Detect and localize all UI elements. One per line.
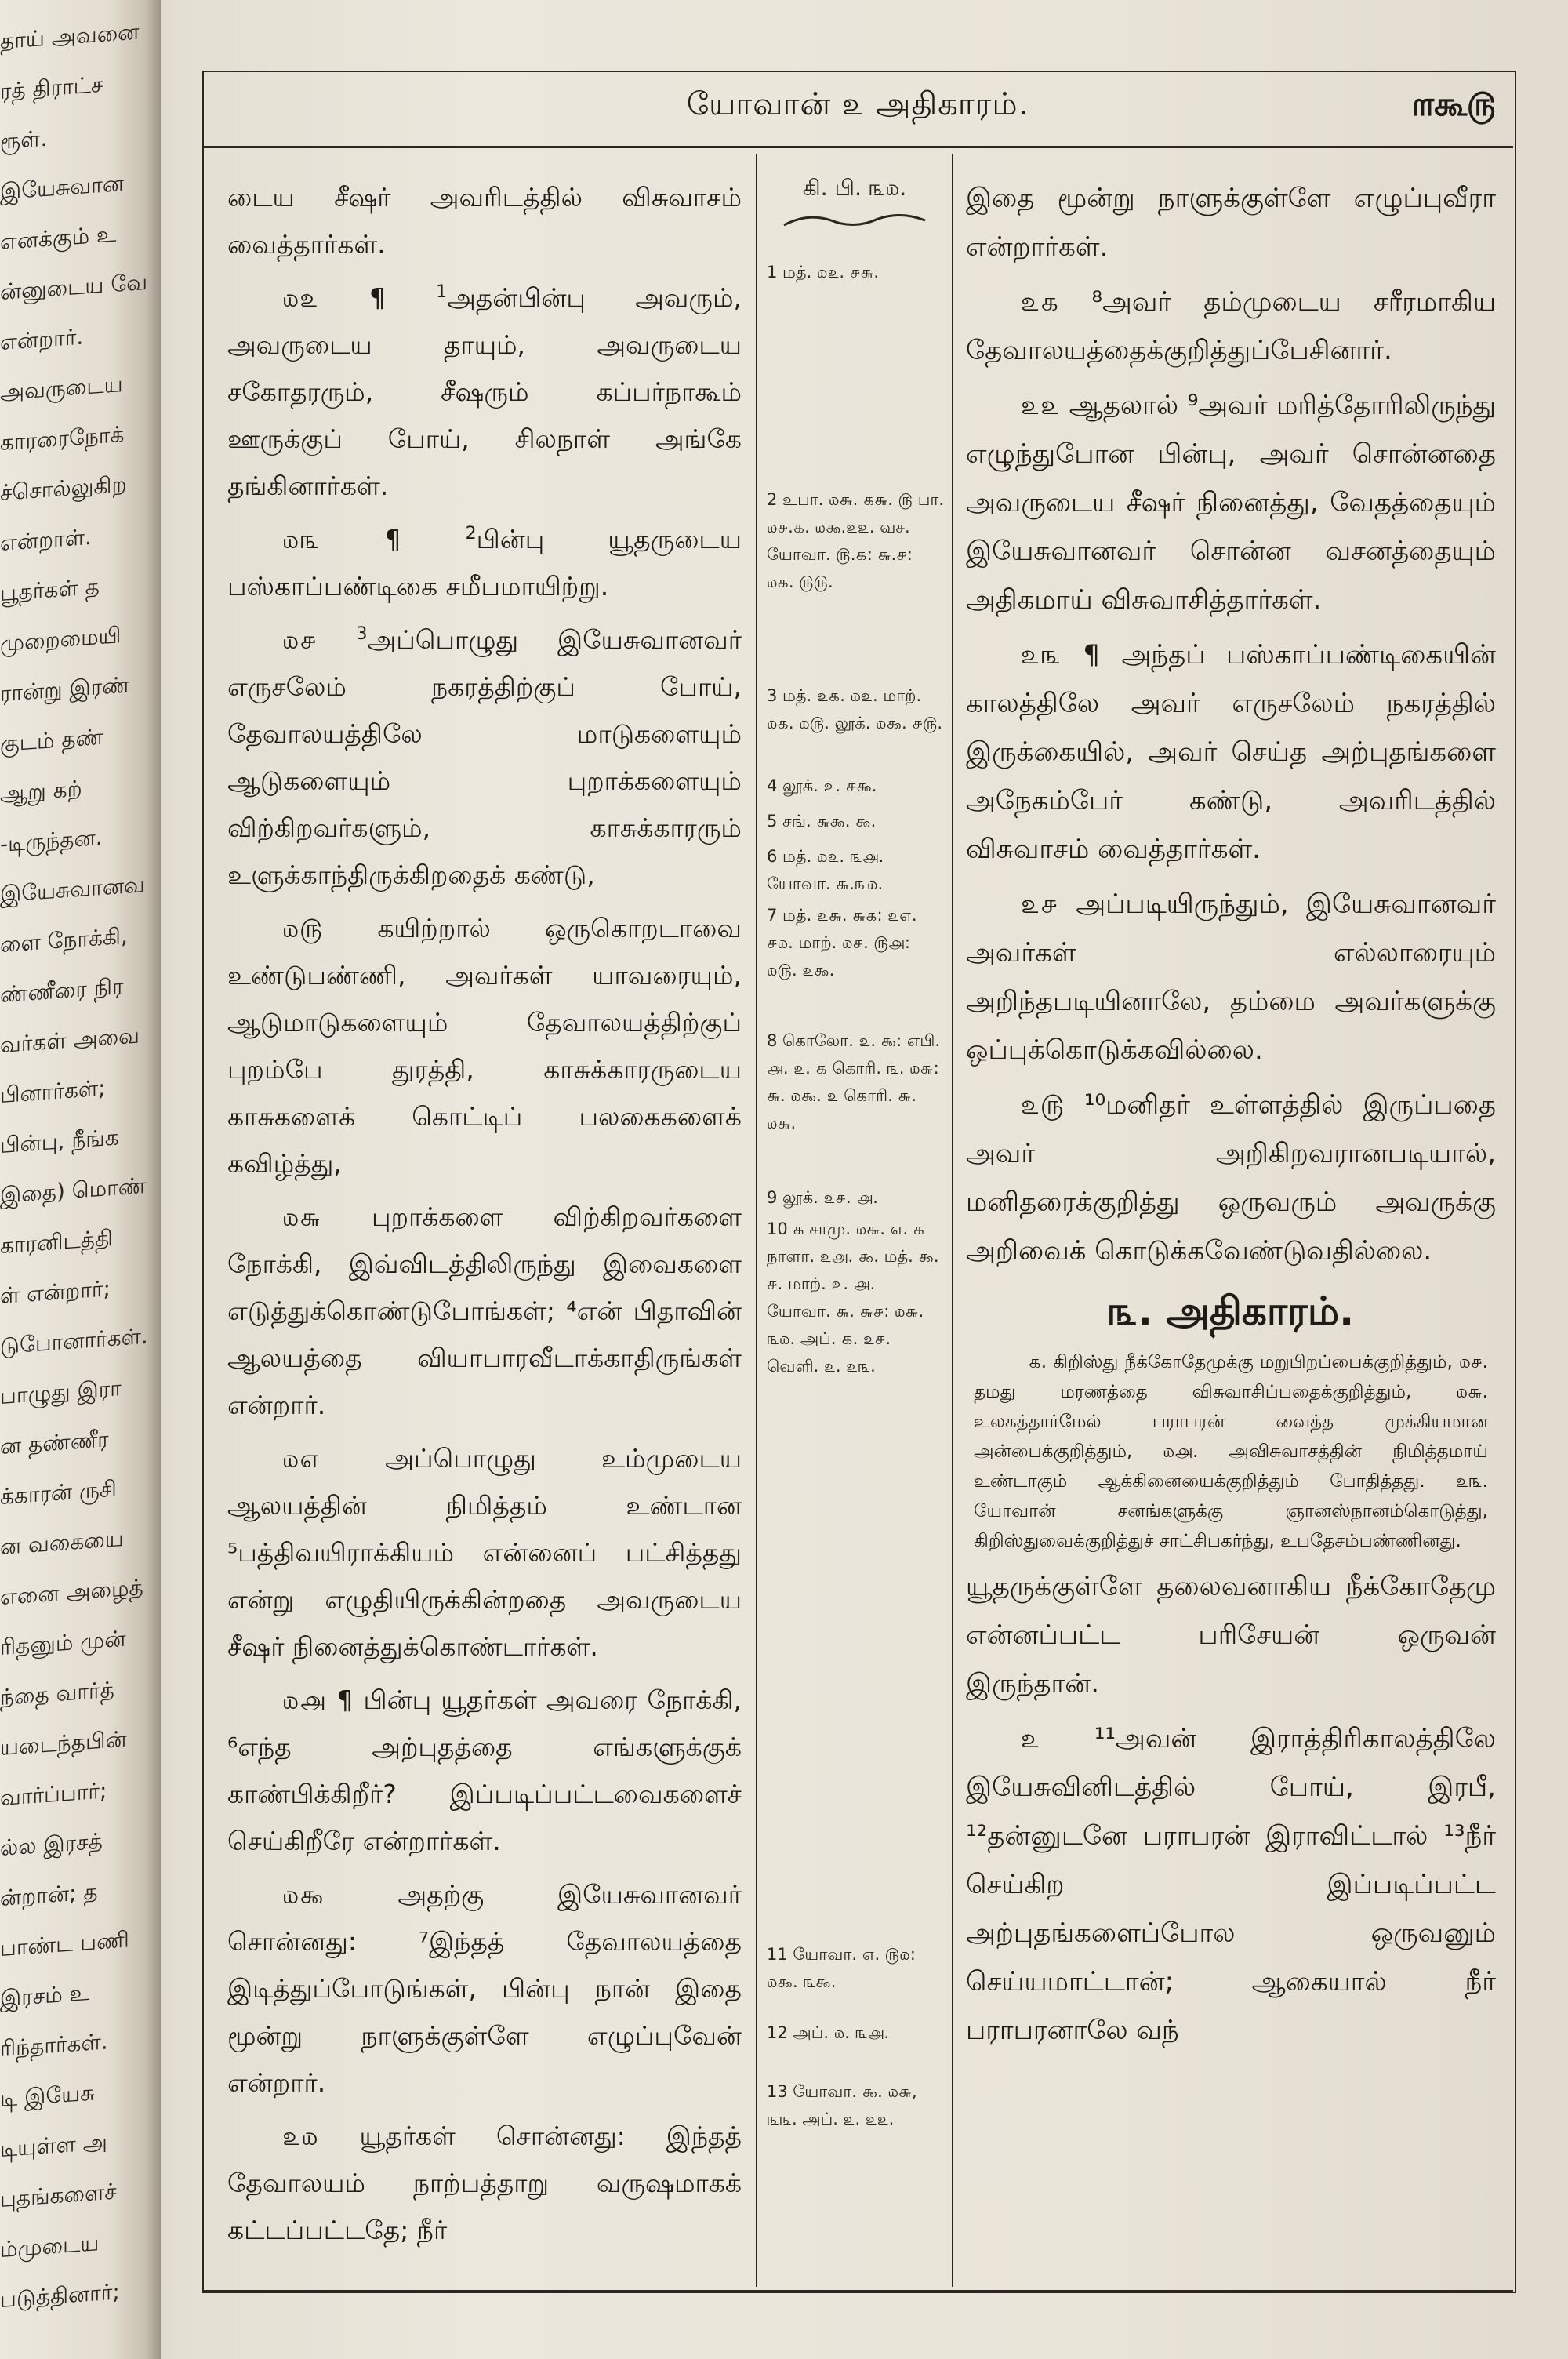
verse-text: ¹⁰மனிதர் உள்ளத்தில் இருப்பதை அவர் அறிகிறவரானபடியால், மனிதரைக்குறித்து ஒருவரும் அவருக்கு அறிவைக் கொடுக்கவேண்டுவதில்லை. — [966, 1089, 1496, 1267]
verse-number: ௰௭ — [282, 1443, 321, 1474]
facing-page-line: ன தண்ணீர — [0, 1426, 109, 1459]
verse — [227, 516, 742, 610]
cross-reference: 5 சங். ௬௯. ௯. — [767, 812, 877, 831]
verse-text: யூதருக்குள்ளே தலைவனாகிய நீக்கோதேமு என்னப்பட்ட பரிசேயன் ஒருவன் இருந்தான். — [966, 1571, 1496, 1699]
verse — [227, 1194, 742, 1429]
verse — [966, 631, 1496, 874]
facing-page-line: ந்தை வார்த் — [0, 1676, 114, 1710]
facing-page-line: ரூள். — [0, 125, 48, 154]
verse-number: ௨௰ — [282, 2121, 319, 2151]
verse-number: ௨௩ ¶ — [1021, 639, 1102, 671]
verse — [227, 1871, 742, 2106]
verse-text: அப்படியிருந்தும், இயேசுவானவர் அவர்கள் எல்லாரையும் அறிந்தபடியினாலே, தம்மை அவர்களுக்கு ஒப்புக்கொடுக்கவில்லை. — [966, 889, 1496, 1066]
facing-page-line: இயேசுவான — [0, 169, 124, 205]
facing-page-line: காரரைநோக் — [0, 420, 125, 456]
verse-number: ௰௬ — [282, 1201, 322, 1232]
facing-page-line: ரிந்தார்கள். — [0, 2028, 108, 2062]
facing-page-line: ன வகையை — [0, 1525, 124, 1560]
verse-text: பின்பு யூதர்கள் அவரை நோக்கி, ⁶எந்த அற்புதத்தை எங்களுக்குக் காண்பிக்கிறீர்? இப்படிப்பட்டவைகளைச் செய்கிறீரே என்றார்கள். — [227, 1685, 742, 1856]
facing-page-line: பாண்ட பணி — [0, 1926, 129, 1961]
verse-number: ௰௪ — [282, 624, 318, 655]
facing-page-line: ளை நோக்கி, — [0, 922, 128, 958]
verse — [966, 381, 1496, 624]
facing-page-line: காரனிடத்தி — [0, 1224, 113, 1259]
references-head: கி. பி. ௩௰. — [802, 175, 907, 201]
facing-page-line: ண்ணீரை நிர — [0, 972, 124, 1008]
facing-page-line: இரசம் உ — [0, 1979, 90, 2012]
facing-page-line: என்றார். — [0, 323, 84, 355]
verse-number: ௰௯ — [282, 1879, 325, 1910]
facing-page-line: என்றாள். — [0, 523, 92, 556]
facing-page-line: ரிதனும் முன் — [0, 1625, 126, 1660]
cross-reference: 11 யோவா. ௭. ௫௰: ௰௯. ௩௯. — [767, 1945, 916, 1991]
header-rule — [202, 146, 1513, 148]
verse-number: ௰௫ — [282, 913, 324, 943]
cross-reference-column — [762, 174, 947, 2128]
verse-text: புறாக்களை விற்கிறவர்களை நோக்கி, இவ்விடத்திலிருந்து இவைகளை எடுத்துக்கொண்டுபோங்கள்; ⁴என் பிதாவின் ஆலயத்தை வியாபாரவீடாக்காதிருங்கள் என்றார். — [227, 1201, 742, 1420]
facing-page-line: -டிருந்தன. — [0, 823, 103, 857]
facing-page-line: ன்னுடைய வே — [0, 268, 148, 305]
verse-text: கயிற்றால் ஒருகொறடாவை உண்டுபண்ணி, அவர்கள் யாவரையும், ஆடுமாடுகளையும் தேவாலயத்திற்குப் புறம்பே துரத்தி, காசுக்காரருடைய காசுகளைக் கொட்டிப் பலகைகளைக் கவிழ்த்து, — [227, 913, 742, 1179]
facing-page-line: ள் என்றார்; — [0, 1275, 111, 1309]
facing-page-line: பூதர்கள் த — [0, 573, 100, 606]
verse-text: அப்பொழுது உம்முடைய ஆலயத்தின் நிமித்தம் உண்டான ⁵பத்திவயிராக்கியம் என்னைப் பட்சித்தது என்று எழுதியிருக்கின்றதை அவருடைய சீஷர் நினைத்துக்கொண்டார்கள். — [227, 1443, 742, 1662]
verse-number: ௰௮ ¶ — [282, 1685, 354, 1715]
verse-text: ⁸அவர் தம்முடைய சரீரமாகிய தேவாலயத்தைக்குறித்துப்பேசினார். — [966, 286, 1496, 366]
running-head-title: யோவான் ௨ அதிகாரம். — [686, 86, 1029, 122]
chapter-heading: ௩. அதிகாரம். — [1107, 1289, 1355, 1334]
chapter-summary: ௧. கிறிஸ்து நீக்கோதேமுக்கு மறுபிறப்பைக்குறித்தும், ௰௪. தமது மரணத்தை விசுவாசிப்பதைக்குறித்தும், ௰௬. உலகத்தார்மேல் பராபரன் வைத்த முக்கியமான அன்பைக்குறித்தும், ௰௮. அவிசுவாசத்தின் நிமித்தமாய் உண்டாகும் ஆக்கினையைக்குறித்தும் போதித்தது. ௨௩. யோவான் சனங்களுக்கு ஞானஸ்நானம்கொடுத்து, கிறிஸ்துவைக்குறித்துச் சாட்சிபகர்ந்து, உபதேசம்பண்ணினது. — [974, 1352, 1488, 1551]
verse-number: ௰௨ ¶ — [282, 282, 387, 313]
verse-text: டைய சீஷர் அவரிடத்தில் விசுவாசம் வைத்தார்கள். — [227, 182, 742, 260]
facing-page-line: தாய் அவனை — [0, 18, 140, 54]
facing-page-fragment — [0, 0, 161, 2359]
facing-page-line: க்காரன் ருசி — [0, 1475, 117, 1510]
facing-page-line: ல்ல இரசத் — [0, 1827, 103, 1861]
verse-number: ௨௨ — [1021, 390, 1061, 421]
cross-reference: 2 உபா. ௰௬. ௧௬. ௫ பா. ௰௪.௧. ௰௯.௨௨. வச. யோவா. ௫.௧: ௬.௪: ௰௧. ௫௫. — [767, 490, 944, 591]
facing-page-line: டியுள்ள அ — [0, 2128, 107, 2162]
facing-page-line: புதங்களைச் — [0, 2178, 117, 2212]
verse-text: அதற்கு இயேசுவானவர் சொன்னது: ⁷இந்தத் தேவாலயத்தை இடித்துப்போடுங்கள், பின்பு நான் இதை மூன்று நாளுக்குள்ளே எழுப்புவேன் என்றார். — [227, 1879, 742, 2098]
cross-reference: 6 மத். ௰௨. ௩௮. யோவா. ௬.௩௰. — [767, 847, 884, 893]
facing-page-line: ம்முடைய — [0, 2230, 100, 2263]
facing-page-line: ச்சொல்லுகிற — [0, 471, 127, 506]
verse — [227, 616, 742, 899]
cross-reference: 3 மத். ௨௧. ௰௨. மாற். ௰௧. ௰௫. லூக். ௰௯. ௪௫. — [767, 686, 943, 732]
verse-number: ௨௧ — [1021, 286, 1060, 318]
ornament-swirl-icon — [776, 209, 933, 233]
verse — [966, 278, 1496, 375]
running-head — [202, 77, 1513, 140]
verse — [227, 905, 742, 1187]
verse — [966, 1714, 1496, 2055]
facing-page-line: இயேசுவானவ — [0, 871, 145, 907]
facing-page-line: ரான்று இரண் — [0, 671, 130, 707]
facing-page-line: இதை) மொண் — [0, 1172, 147, 1209]
verse-text: அப்பொழுது இயேசுவானவர் எருசலேம் நகரத்திற்குப் போய், தேவாலயத்திலே மாடுகளையும் ஆடுகளையும் புறாக்களையும் விற்கிறவர்களும், காசுக்காரரும் உளுக்காந்திருக்கிறதைக் கண்டு, — [227, 624, 742, 890]
verse — [227, 2113, 742, 2254]
facing-page-line: பினார்கள்; — [0, 1074, 106, 1108]
verse — [227, 274, 742, 510]
facing-page-line: டுபோனார்கள். — [0, 1322, 148, 1359]
verse-text: அதன்பின்பு அவரும், அவருடைய தாயும், அவருடைய சகோதரரும், சீஷரும் கப்பர்நாகூம் ஊருக்குப் போய், சிலநாள் அங்கே தங்கினார்கள். — [227, 282, 742, 501]
verse-number: ௨ — [1021, 1723, 1041, 1754]
facing-page-line: ஆறு கற் — [0, 775, 82, 807]
verse-text: ¹¹அவன் இராத்திரிகாலத்திலே இயேசுவினிடத்தில் போய், இரபீ, ¹²தன்னுடனே பராபரன் இராவிட்டால் ¹³நீர் செய்கிற இப்படிப்பட்ட அற்புதங்களைப்போல ஒருவனும் செய்யமாட்டான்; ஆகையால் நீர் பராபரனாலே வந் — [966, 1723, 1496, 2046]
verse-text: யூதர்கள் சொன்னது: இந்தத் தேவாலயம் நாற்பத்தாறு வருஷமாகக் கட்டப்பட்டதே; நீர் — [227, 2121, 742, 2245]
verse — [966, 174, 1496, 271]
facing-page-line: ன்றான்; த — [0, 1878, 98, 1911]
facing-page-line: எனை அழைத் — [0, 1574, 143, 1610]
facing-page-line: படுத்தினார்; — [0, 2278, 120, 2313]
verse-number: ௰௩ ¶ — [282, 524, 402, 554]
facing-page-line: வர்கள் அவை — [0, 1022, 140, 1058]
facing-page-line: குடம் தண் — [0, 723, 104, 757]
left-text-column — [227, 174, 742, 2260]
verse — [227, 174, 742, 268]
facing-page-line: முறைமையி — [0, 622, 122, 656]
facing-page-line: அவருடைய — [0, 371, 123, 405]
facing-page-line: பாழுது இரா — [0, 1375, 122, 1409]
facing-page-line: டி இயேசு — [0, 2079, 95, 2112]
verse-number: ௨௪ — [1021, 889, 1059, 920]
verse-text: பின்பு யூதருடைய பஸ்காப்பண்டிகை சமீபமாயிற்று. — [227, 524, 742, 602]
cross-reference: 12 அப். ௰. ௩௮. — [767, 2023, 890, 2042]
verse — [966, 880, 1496, 1074]
facing-page-line: பின்பு, நீங்க — [0, 1124, 119, 1158]
verse-text: இதை மூன்று நாளுக்குள்ளே எழுப்புவீரா என்றார்கள். — [966, 183, 1496, 263]
cross-reference: 4 லூக். ௨. ௪௯. — [767, 776, 877, 795]
page-number: ௱கூ௫ — [1412, 85, 1496, 123]
reference-marker: 3 — [356, 624, 368, 644]
column-divider-right — [952, 154, 953, 2287]
verse — [966, 1562, 1496, 1708]
verse — [966, 1081, 1496, 1275]
cross-reference: 13 யோவா. ௯. ௰௬, ௩௩. அப். ௨. ௨௨. — [767, 2082, 917, 2128]
reference-marker: 2 — [465, 524, 477, 543]
cross-reference: 1 மத். ௰௨. ௪௬. — [767, 263, 880, 282]
cross-reference: 10 ௧ சாமு. ௰௬. ௭. ௧ நாளா. ௨௮. ௯. மத். ௯. ௪. மாற். ௨. ௮. யோவா. ௬. ௬௪: ௰௬. ௩௰. அப். ௧. ௨௪. வெளி. ௨. ௨௩. — [767, 1219, 939, 1376]
facing-page-line: ரத் திராட்ச — [0, 71, 103, 104]
cross-reference: 9 லூக். ௨௪. ௮. — [767, 1188, 878, 1207]
column-divider-left — [756, 154, 757, 2287]
verse-text: ஆதலால் ⁹அவர் மரித்தோரிலிருந்து எழுந்துபோன பின்பு, அவர் சொன்னதை அவருடைய சீஷர் நினைத்து, வேதத்தையும் இயேசுவானவர் சொன்ன வசனத்தையும் அதிகமாய் விசுவாசித்தார்கள். — [966, 390, 1497, 616]
verse — [227, 1435, 742, 1670]
cross-reference: 8 கொலோ. ௨. ௯: எபி. ௮. ௨. ௧ கொரி. ௩. ௰௬: ௬. ௰௯. ௨ கொரி. ௬. ௰௬. — [767, 1031, 941, 1132]
verse-number: ௨௫ — [1021, 1089, 1065, 1121]
verse-text: அந்தப் பஸ்காப்பண்டிகையின் காலத்திலே அவர் எருசலேம் நகரத்தில் இருக்கையில், அவர் செய்த அற்புதங்களை அநேகம்பேர் கண்டு, அவரிடத்தில் விசுவாசம் வைத்தார்கள். — [966, 639, 1496, 865]
cross-reference: 7 மத். ௨௬. ௬௧: ௨௭. ௪௰. மாற். ௰௪. ௫௮: ௰௫. ௨௯. — [767, 906, 917, 980]
right-text-column — [966, 174, 1496, 2061]
facing-page-line: எனக்கும் உ — [0, 220, 117, 255]
footer-rule — [202, 2290, 1513, 2292]
reference-marker: 1 — [436, 282, 448, 302]
verse — [227, 1677, 742, 1865]
facing-page-line: வார்ப்பார்; — [0, 1777, 107, 1811]
facing-page-line: யடைந்தபின் — [0, 1725, 127, 1761]
